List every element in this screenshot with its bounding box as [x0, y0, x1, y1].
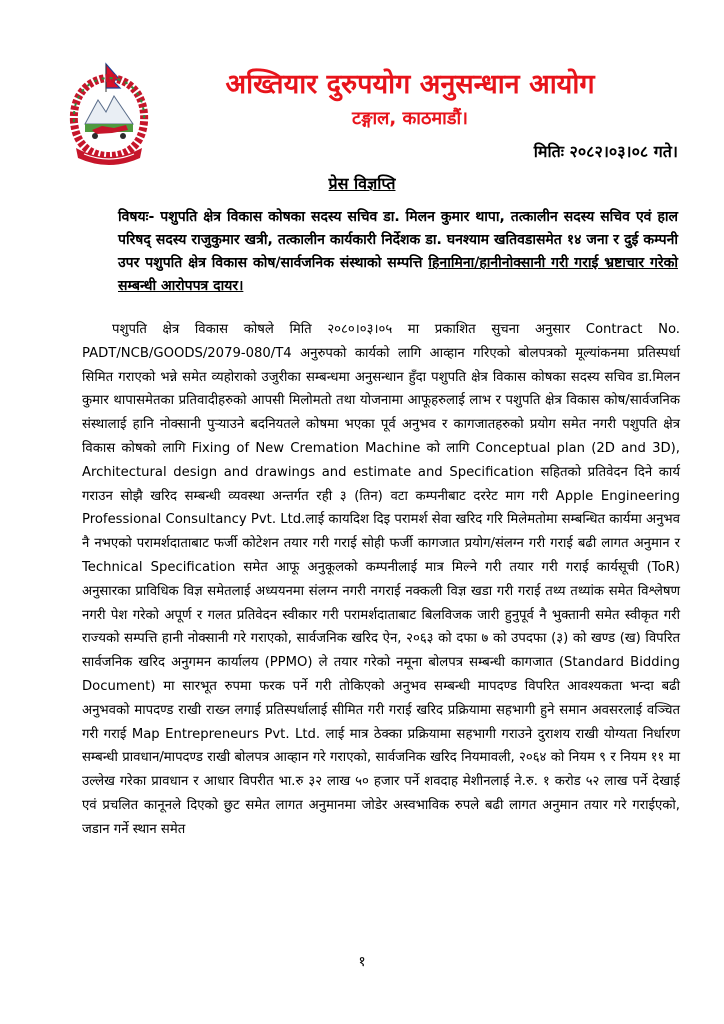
subject-text: विषयः- पशुपति क्षेत्र विकास कोषका सदस्य सचिव डा. मिलन कुमार थापा, तत्कालीन सदस्य सचिव एवं हाल परिषद् सदस्य राजुकुमार खत्री, तत्कालीन कार्यकारी निर्देशक डा. घनश्याम खतिवडासमेत १४ जना र दुई कम्पनी उपर पशुपति क्षेत्र विकास कोष/सार्वजनिक संस्थाको सम्पत्ति	[118, 209, 678, 271]
issue-date: मितिः २०८२।०३।०८ गते।	[533, 142, 678, 161]
subject-block	[118, 206, 678, 298]
nepal-coat-of-arms-icon	[62, 62, 156, 166]
organization-address: टङ्गाल, काठमाडौं।	[352, 108, 468, 129]
page-number: १	[358, 954, 366, 970]
organization-name: अख्तियार दुरुपयोग अनुसन्धान आयोग	[225, 69, 595, 100]
body-paragraph: पशुपति क्षेत्र विकास कोषले मिति २०८०।०३।०५ मा प्रकाशित सुचना अनुसार Contract No. PADT/NCB/GOODS/2079-080/T4 अनुरुपको कार्यको लागि आव्हान गरिएको बोलपत्रको मूल्यांकनमा प्रतिस्पर्धा सिमित गराएको भन्ने समेत व्यहोराको उजुरीका सम्बन्धमा अनुसन्धान हुँदा पशुपति क्षेत्र विकास कोषका सदस्य सचिव डा.मिलन कुमार थापासमेतका प्रतिवादीहरुको आपसी मिलोमतो तथा योजनामा आफूहरुलाई लाभ र पशुपति क्षेत्र विकास कोष/सार्वजनिक संस्थालाई हानि नोक्सानी पुऱ्याउने बदनियतले कोषमा भएका पूर्व अनुभव र कागजातहरुको प्रयोग समेत नगरी पशुपति क्षेत्र विकास कोषको लागि Fixing of New Cremation Machine को लागि Conceptual plan (2D and 3D), Architectural design and drawings and estimate and Specification सहितको प्रतिवेदन दिने कार्य गराउन सोझै खरिद सम्बन्धी व्यवस्था अन्तर्गत रही ३ (तिन) वटा कम्पनीबाट दररेट माग गरी Apple Engineering Professional Consultancy Pvt. Ltd.लाई कायदिश दिइ परामर्श सेवा खरिद गरि मिलेमतोमा सम्बन्धित कार्यमा अनुभव नै नभएको परामर्शदाताबाट फर्जी कोटेशन तयार गरी गराई सोही फर्जी कागजात प्रयोग/संलग्न गरी गराई बढी लागत अनुमान र Technical Specification समेत आफू अनुकूलको कम्पनीलाई मात्र मिल्ने गरी तयार गरी गराई कार्यसूची (ToR) अनुसारका प्राविधिक विज्ञ समेतलाई अध्ययनमा संलग्न नगरी नगराई नक्कली विज्ञ खडा गरी गराई तथ्य तथ्यांक समेत विश्लेषण नगरी पेश गरेको अपूर्ण र गलत प्रतिवेदन स्वीकार गरी परामर्शदाताबाट बिलविजक जारी हुनुपूर्व नै भुक्तानी समेत स्वीकृत गरी राज्यको सम्पत्ति हानी नोक्सानी गरे गराएको, सार्वजनिक खरिद ऐन, २०६३ को दफा ७ को उपदफा (३) को खण्ड (ख) विपरित सार्वजनिक खरिद अनुगमन कार्यालय (PPMO) ले तयार गरेको नमूना बोलपत्र सम्बन्धी कागजात (Standard Bidding Document) मा सारभूत रुपमा फरक पर्ने गरी तोकिएको अनुभव सम्बन्धी मापदण्ड विपरित आवश्यकता भन्दा बढी अनुभवको मापदण्ड राखी राख्न लगाई प्रतिस्पर्धालाई सीमित गरी गराई खरिद प्रक्रियामा सहभागी हुने समान अवसरलाई वञ्चित गरी गराई Map Entrepreneurs Pvt. Ltd. लाई मात्र ठेक्का प्रक्रियामा सहभागी गराउने दुराशय राखी योग्यता निर्धारण सम्बन्धी प्रावधान/मापदण्ड राखी बोलपत्र आव्हान गरे गराएको, सार्वजनिक खरिद नियमावली, २०६४ को नियम ९ र नियम ११ मा उल्लेख गरेका प्रावधान र आधार विपरीत भा.रु ३२ लाख ५० हजार पर्ने शवदाह मेशीनलाई ने.रु. १ करोड ५२ लाख पर्ने देखाई एवं प्रचलित कानूनले दिएको छुट समेत लागत अनुमानमा जोडेर अस्वभाविक रुपले बढी लागत अनुमान तयार गरे गराईएको, जडान गर्ने स्थान समेत	[82, 322, 680, 837]
subject-underlined-text: हिनामिना/हानीनोक्सानी गरी गराई भ्रष्टाचार गरेको सम्बन्धी आरोपपत्र दायर।	[118, 255, 678, 294]
press-release-title	[0, 172, 724, 194]
press-release-title-text: प्रेस विज्ञप्ति	[328, 174, 396, 193]
